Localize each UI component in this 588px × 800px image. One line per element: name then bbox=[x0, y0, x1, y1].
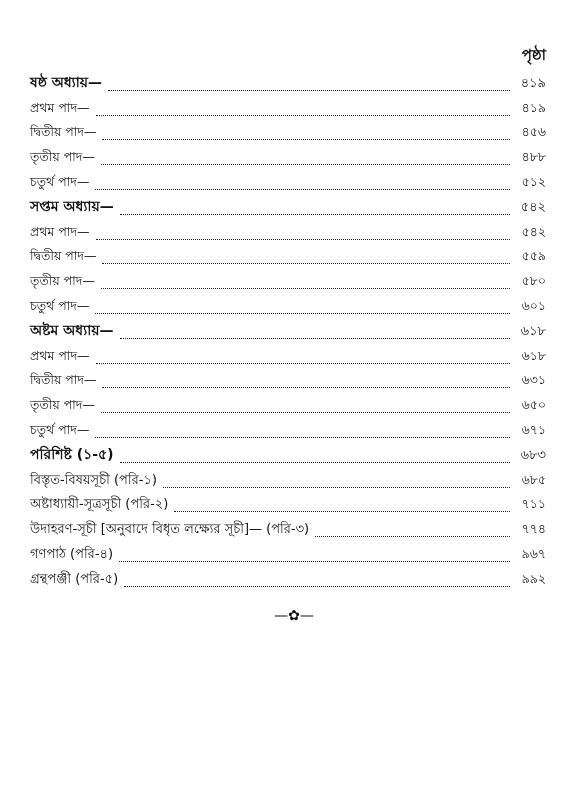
dot-leader bbox=[124, 586, 510, 587]
toc-entry-page-number: ৬০১ bbox=[521, 297, 546, 313]
toc-entry-page-number: ৭৭৪ bbox=[521, 521, 546, 537]
toc-entry-title: তৃতীয় পাদ— bbox=[30, 273, 95, 289]
toc-entry-title: তৃতীয় পাদ— bbox=[30, 149, 95, 165]
toc-entry-title: গণপাঠ (পরি-৪) bbox=[30, 546, 114, 562]
dot-leader bbox=[95, 189, 510, 190]
toc-entry bbox=[30, 492, 546, 517]
toc-entry-title: তৃতীয় পাদ— bbox=[30, 397, 95, 413]
toc-entry-page-number: ৫১২ bbox=[521, 173, 546, 189]
table-of-contents bbox=[30, 70, 546, 591]
toc-entry-title: অষ্টম অধ্যায়— bbox=[30, 322, 114, 339]
toc-entry bbox=[30, 120, 546, 145]
dot-leader bbox=[102, 263, 510, 264]
toc-entry-title: বিস্তৃত-বিষয়সূচী (পরি-১) bbox=[30, 472, 157, 488]
toc-entry-page-number: ৫৪২ bbox=[521, 223, 546, 239]
toc-entry bbox=[30, 244, 546, 269]
ornament-divider: —✿— bbox=[274, 608, 314, 624]
toc-entry-page-number: ৭১১ bbox=[521, 496, 546, 512]
toc-entry-page-number: ৬১৮ bbox=[520, 323, 546, 339]
toc-entry-page-number: ৪১৯ bbox=[521, 99, 546, 115]
toc-entry-title: পরিশিষ্ট (১-৫) bbox=[30, 446, 114, 463]
toc-entry bbox=[30, 516, 546, 541]
toc-entry-page-number: ৪১৯ bbox=[520, 75, 546, 91]
dot-leader bbox=[120, 338, 510, 339]
toc-entry bbox=[30, 268, 546, 293]
toc-entry bbox=[30, 194, 546, 219]
dot-leader bbox=[315, 536, 510, 537]
toc-entry bbox=[30, 144, 546, 169]
dot-leader bbox=[174, 511, 510, 512]
dot-leader bbox=[101, 164, 510, 165]
dot-leader bbox=[102, 387, 510, 388]
dot-leader bbox=[96, 115, 510, 116]
dot-leader bbox=[95, 313, 510, 314]
toc-entry bbox=[30, 95, 546, 120]
toc-entry bbox=[30, 169, 546, 194]
toc-entry-page-number: ৬৮৫ bbox=[521, 471, 546, 487]
dot-leader bbox=[119, 561, 510, 562]
dot-leader bbox=[95, 437, 510, 438]
toc-entry-page-number: ৪৮৮ bbox=[521, 149, 546, 165]
toc-entry bbox=[30, 566, 546, 591]
toc-entry-page-number: ৫৫৯ bbox=[521, 248, 546, 264]
toc-entry-page-number: ৫৪২ bbox=[520, 199, 546, 215]
toc-entry-title: অষ্টাধ্যায়ী-সূত্রসূচী (পরি-২) bbox=[30, 497, 169, 513]
toc-entry-title: ষষ্ঠ অধ্যায়— bbox=[30, 74, 103, 91]
toc-entry-title: চতুর্থ পাদ— bbox=[30, 297, 90, 313]
toc-entry-title: চতুর্থ পাদ— bbox=[30, 173, 90, 189]
toc-entry-page-number: ৬৮৩ bbox=[520, 447, 546, 463]
toc-entry bbox=[30, 541, 546, 566]
toc-entry bbox=[30, 368, 546, 393]
page-column-heading: পৃষ্ঠা bbox=[521, 46, 546, 64]
toc-entry bbox=[30, 318, 546, 343]
dot-leader bbox=[96, 239, 510, 240]
toc-entry-title: চতুর্থ পাদ— bbox=[30, 421, 90, 437]
toc-entry-title: দ্বিতীয় পাদ— bbox=[30, 372, 97, 388]
toc-entry bbox=[30, 417, 546, 442]
dot-leader bbox=[102, 139, 510, 140]
toc-entry-title: দ্বিতীয় পাদ— bbox=[30, 248, 97, 264]
dot-leader bbox=[120, 214, 510, 215]
toc-entry-page-number: ৪৫৬ bbox=[521, 124, 546, 140]
toc-entry bbox=[30, 343, 546, 368]
toc-entry bbox=[30, 467, 546, 492]
toc-entry-page-number: ৬৫০ bbox=[521, 397, 546, 413]
toc-entry bbox=[30, 442, 546, 467]
toc-entry-page-number: ৬৭১ bbox=[521, 421, 546, 437]
dot-leader bbox=[120, 462, 510, 463]
toc-entry-title: প্রথম পাদ— bbox=[30, 99, 90, 115]
toc-entry-page-number: ৫৮০ bbox=[521, 273, 546, 289]
toc-entry-page-number: ৬৩১ bbox=[521, 372, 546, 388]
toc-entry bbox=[30, 219, 546, 244]
toc-entry-title: উদাহরণ-সূচী [অনুবাদে বিধৃত লক্ষ্যের সূচী]— (পরি-৩) bbox=[30, 522, 310, 538]
dot-leader bbox=[108, 90, 510, 91]
dot-leader bbox=[101, 412, 510, 413]
toc-entry-title: প্রথম পাদ— bbox=[30, 347, 90, 363]
toc-entry-title: প্রথম পাদ— bbox=[30, 223, 90, 239]
toc-entry-title: গ্রন্থপঞ্জী (পরি-৫) bbox=[30, 571, 119, 587]
dot-leader bbox=[163, 487, 510, 488]
dot-leader bbox=[101, 288, 510, 289]
toc-entry bbox=[30, 392, 546, 417]
toc-entry-page-number: ৬১৮ bbox=[521, 347, 546, 363]
toc-entry-page-number: ৯৬৭ bbox=[521, 545, 546, 561]
toc-entry-title: দ্বিতীয় পাদ— bbox=[30, 124, 97, 140]
dot-leader bbox=[96, 363, 510, 364]
toc-entry bbox=[30, 70, 546, 95]
toc-entry-title: সপ্তম অধ্যায়— bbox=[30, 198, 114, 215]
toc-entry bbox=[30, 293, 546, 318]
toc-entry-page-number: ৯৯২ bbox=[521, 570, 546, 586]
